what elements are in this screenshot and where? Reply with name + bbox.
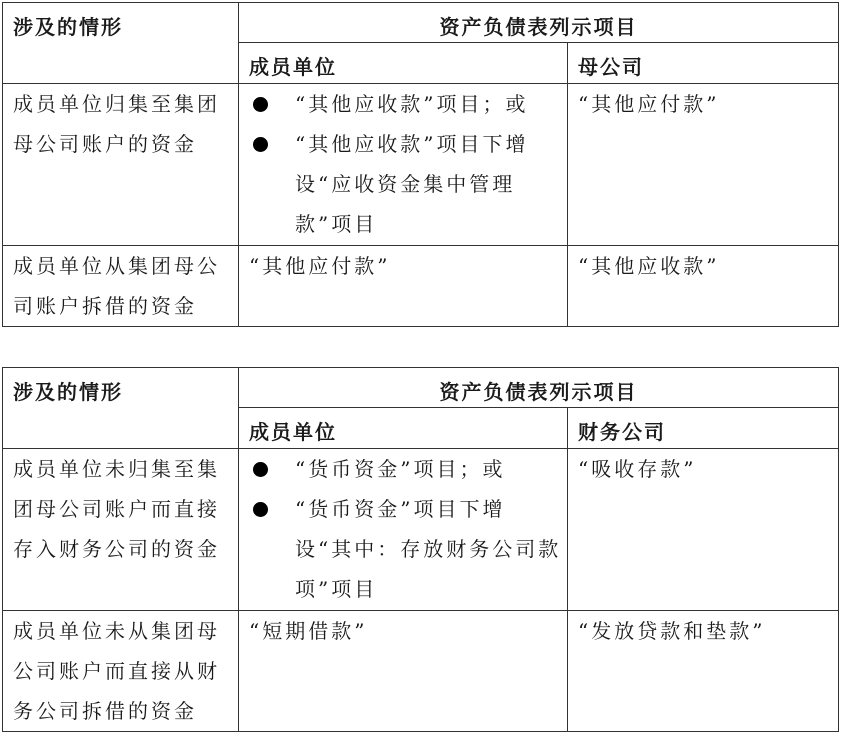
list-item — [249, 124, 563, 244]
row-member: “短期借款” — [239, 611, 568, 732]
member-item-list — [249, 84, 563, 244]
header-bs-items: 资产负债表列示项目 — [239, 368, 839, 408]
list-item-text: “货币资金”项目；或 — [295, 457, 506, 481]
row-other: “其他应收款” — [568, 246, 839, 327]
row-member-items — [239, 84, 568, 246]
table-row — [3, 449, 839, 611]
row-scenario: 成员单位未归集至集团母公司账户而直接存入财务公司的资金 — [3, 449, 239, 611]
row-member: “其他应付款” — [239, 246, 568, 327]
bullet-icon — [253, 97, 268, 112]
header-finance-company: 财务公司 — [568, 408, 839, 449]
table-row — [3, 84, 839, 246]
list-item-text: “货币资金”项目下增设“其中：存放财务公司款项”项目 — [295, 497, 562, 601]
header-parent-company: 母公司 — [568, 43, 839, 84]
bullet-icon — [253, 462, 268, 477]
row-other: “吸收存款” — [568, 449, 839, 611]
row-member-items — [239, 449, 568, 611]
table-row — [3, 246, 839, 327]
header-member-unit: 成员单位 — [239, 408, 568, 449]
header-bs-items: 资产负债表列示项目 — [239, 3, 839, 43]
list-item-text: “其他应收款”项目；或 — [295, 92, 529, 116]
list-item-text: “其他应收款”项目下增设“应收资金集中管理款”项目 — [295, 132, 529, 236]
list-item — [249, 84, 563, 124]
row-scenario: 成员单位归集至集团母公司账户的资金 — [3, 84, 239, 246]
bullet-icon — [253, 137, 268, 152]
list-item — [249, 449, 563, 489]
row-other: “发放贷款和垫款” — [568, 611, 839, 732]
header-member-unit: 成员单位 — [239, 43, 568, 84]
row-other: “其他应付款” — [568, 84, 839, 246]
row-scenario: 成员单位未从集团母公司账户而直接从财务公司拆借的资金 — [3, 611, 239, 732]
header-scenario: 涉及的情形 — [3, 368, 239, 449]
header-scenario: 涉及的情形 — [3, 3, 239, 84]
bullet-icon — [253, 502, 268, 517]
table-row — [3, 611, 839, 732]
row-scenario: 成员单位从集团母公司账户拆借的资金 — [3, 246, 239, 327]
list-item — [249, 489, 563, 609]
fund-pool-table-parent — [2, 2, 839, 327]
member-item-list — [249, 449, 563, 609]
fund-pool-table-finance-company — [2, 367, 839, 732]
